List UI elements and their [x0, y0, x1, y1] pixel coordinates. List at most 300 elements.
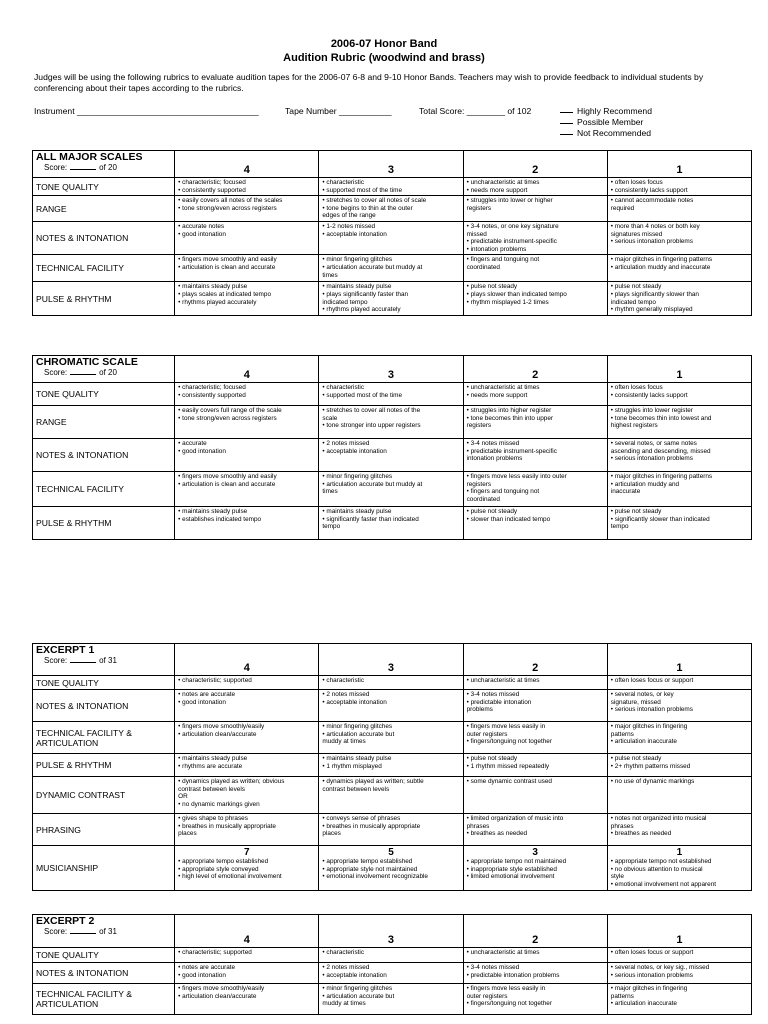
descriptor-line: • characteristic: [322, 949, 365, 956]
rubric-descriptor-cell: [175, 948, 319, 963]
descriptor-line: • needs more support: [466, 186, 528, 194]
instructions-text: Judges will be using the following rubrics to evaluate audition tapes for the 2006-07 6-8 and 9-10 Honor Bands. Teachers may wish to provide feedback to individual students by conferencing about their tapes according to the rubrics.: [34, 72, 704, 93]
descriptor-line: outer registers: [466, 992, 508, 1000]
descriptor-line: • 2+ rhythm patterns missed: [610, 762, 691, 770]
criterion-label: NOTES & INTONATION: [33, 439, 175, 472]
all-major-scales-rubric-table: [32, 150, 752, 316]
descriptor-line: • consistently lacks support: [610, 391, 688, 399]
instrument-field[interactable]: Instrument ______________________________________: [34, 106, 259, 116]
section-heading-cell: [33, 915, 175, 948]
rubric-descriptor-cell: [175, 777, 319, 814]
descriptor-line: style: [610, 873, 624, 881]
page-subtitle: Audition Rubric (woodwind and brass): [283, 52, 485, 64]
descriptor-line: • articulation clean/accurate: [178, 992, 257, 1000]
rubric-header-row: [33, 915, 752, 948]
level-2-header: 2: [463, 151, 607, 178]
descriptor-line: • fingers and tonguing not: [466, 256, 540, 264]
descriptor-line: required: [610, 204, 635, 212]
rubric-descriptor-cell: [463, 196, 607, 222]
descriptor-line: • major glitches in fingering: [610, 723, 688, 730]
descriptor-line: muddy at times: [322, 1000, 366, 1008]
descriptor-line: • emotional involvement recognizable: [322, 873, 428, 881]
section-title: ALL MAJOR SCALES: [36, 151, 143, 163]
section-heading-cell: [33, 644, 175, 676]
criterion-label: PULSE & RHYTHM: [33, 507, 175, 540]
descriptor-line: • 1 rhythm misplayed: [322, 762, 382, 770]
descriptor-line: • maintains steady pulse: [322, 755, 392, 762]
descriptor-line: • uncharacteristic at times: [466, 179, 540, 186]
descriptor-line: registers: [466, 422, 492, 430]
section-title: EXCERPT 2: [36, 915, 95, 927]
rubric-descriptor-cell: [607, 282, 751, 315]
rubric-row: [33, 221, 752, 254]
rubric-header-row: [33, 356, 752, 383]
descriptor-line: • rhythm misplayed 1-2 times: [466, 298, 549, 306]
level-1-header: 1: [607, 915, 751, 948]
criterion-label: NOTES & INTONATION: [33, 221, 175, 254]
descriptor-line: • fingers move smoothly and easily: [178, 256, 277, 264]
descriptor-line: • fingers move less easily in: [466, 723, 546, 730]
descriptor-line: • good intonation: [178, 698, 226, 706]
descriptor-line: • limited emotional involvement: [466, 873, 555, 881]
criterion-label: PULSE & RHYTHM: [33, 754, 175, 777]
rubric-descriptor-cell: [607, 948, 751, 963]
descriptor-line: • fingers/tonguing not together: [466, 1000, 552, 1008]
rubric-descriptor-cell: [319, 507, 463, 540]
descriptor-line: tempo: [322, 523, 341, 531]
rubric-descriptor-cell: [607, 472, 751, 507]
rubric-descriptor-cell: [463, 221, 607, 254]
descriptor-line: • articulation accurate but: [322, 992, 395, 1000]
rubric-descriptor-cell: [175, 178, 319, 196]
descriptor-line: problems: [466, 706, 493, 714]
rubric-descriptor-cell: [319, 846, 463, 891]
musicianship-points: 1: [676, 847, 683, 858]
descriptor-line: • 2 notes missed: [322, 440, 370, 447]
descriptor-line: • plays significantly faster than: [322, 290, 409, 298]
descriptor-line: • tone begins to thin at the outer: [322, 204, 413, 212]
descriptor-line: indicated tempo: [610, 298, 656, 306]
tape-number-field[interactable]: Tape Number ___________: [285, 106, 392, 116]
criterion-label: TONE QUALITY: [33, 676, 175, 690]
descriptor-line: • notes not organized into musical: [610, 815, 707, 822]
rubric-descriptor-cell: [463, 676, 607, 690]
descriptor-line: • often loses focus: [610, 179, 663, 186]
descriptor-line: • tone strong/even across registers: [178, 414, 277, 422]
rubric-descriptor-cell: [175, 690, 319, 722]
excerpt-1-rubric-table: [32, 643, 752, 891]
descriptor-line: OR: [178, 793, 188, 801]
musicianship-points: 7: [243, 847, 250, 858]
rubric-descriptor-cell: [319, 406, 463, 439]
descriptor-line: • appropriate style not maintained: [322, 865, 418, 873]
descriptor-line: • consistently supported: [178, 391, 246, 399]
rubric-descriptor-cell: [175, 221, 319, 254]
musicianship-points: 3: [532, 847, 538, 858]
level-1-header: 1: [607, 644, 751, 676]
rubric-descriptor-cell: [607, 676, 751, 690]
rubric-descriptor-cell: [463, 178, 607, 196]
descriptor-line: • uncharacteristic at times: [466, 949, 540, 956]
rubric-header-row: [33, 644, 752, 676]
descriptor-line: • major glitches in fingering patterns: [610, 473, 713, 480]
descriptor-line: signature, missed: [610, 698, 661, 706]
descriptor-line: • notes are accurate: [178, 691, 236, 698]
rubric-descriptor-cell: [607, 507, 751, 540]
rubric-descriptor-cell: [463, 383, 607, 406]
descriptor-line: • consistently supported: [178, 186, 246, 194]
rubric-descriptor-cell: [607, 814, 751, 846]
rubric-descriptor-cell: [175, 676, 319, 690]
descriptor-line: • easily covers all notes of the scales: [178, 197, 283, 205]
rubric-header-row: [33, 151, 752, 178]
criterion-label: DYNAMIC CONTRAST: [33, 777, 175, 814]
rubric-descriptor-cell: [463, 777, 607, 814]
excerpt-2-rubric-table: [32, 914, 752, 1015]
descriptor-line: edges of the range: [322, 212, 376, 220]
descriptor-line: intonation problems: [466, 455, 523, 463]
rubric-descriptor-cell: [319, 984, 463, 1015]
descriptor-line: • appropriate tempo not maintained: [466, 858, 567, 865]
descriptor-line: • fingers and tonguing not: [466, 488, 540, 496]
descriptor-line: • limited organization of music into: [466, 815, 564, 822]
descriptor-line: • plays slower than indicated tempo: [466, 290, 567, 298]
descriptor-line: • gives shape to phrases: [178, 815, 248, 822]
descriptor-line: • plays significantly slower than: [610, 290, 699, 298]
section-title: CHROMATIC SCALE: [36, 356, 138, 368]
descriptor-line: • articulation is clean and accurate: [178, 263, 276, 271]
criterion-label: TECHNICAL FACILITY & ARTICULATION: [33, 722, 175, 754]
rubric-descriptor-cell: [319, 777, 463, 814]
level-1-header: 1: [607, 356, 751, 383]
rubric-descriptor-cell: [463, 984, 607, 1015]
descriptor-line: • good intonation: [178, 971, 226, 979]
criterion-label: TONE QUALITY: [33, 178, 175, 196]
descriptor-line: • 3-4 notes missed: [466, 691, 520, 698]
level-3-header: 3: [319, 915, 463, 948]
descriptor-line: registers: [466, 480, 492, 488]
rubric-descriptor-cell: [175, 984, 319, 1015]
descriptor-line: • breathes in musically appropriate: [178, 822, 276, 830]
descriptor-line: • tone strong/even across registers: [178, 204, 277, 212]
rubric-descriptor-cell: [175, 722, 319, 754]
descriptor-line: • dynamics played as written; subtle: [322, 778, 424, 785]
level-2-header: 2: [463, 644, 607, 676]
descriptor-line: contrast between levels: [322, 785, 390, 793]
rubric-row: [33, 722, 752, 754]
descriptor-line: • cannot accommodate notes: [610, 197, 694, 205]
descriptor-line: missed: [466, 230, 487, 238]
descriptor-line: • minor fingering glitches: [322, 985, 393, 992]
descriptor-line: • characteristic: [322, 677, 365, 684]
descriptor-line: patterns: [610, 730, 634, 738]
descriptor-line: • pulse not steady: [610, 283, 662, 291]
descriptor-line: • 3-4 notes, or one key signature: [466, 222, 559, 230]
rubric-row: [33, 383, 752, 406]
descriptor-line: • stretches to cover all notes of the: [322, 407, 421, 414]
rubric-descriptor-cell: [175, 754, 319, 777]
rubric-row: [33, 948, 752, 963]
rubric-descriptor-cell: [607, 722, 751, 754]
rubric-descriptor-cell: [463, 963, 607, 984]
rubric-row: [33, 196, 752, 222]
descriptor-line: • significantly slower than indicated: [610, 515, 710, 523]
rubric-descriptor-cell: [607, 984, 751, 1015]
descriptor-line: phrases: [610, 822, 634, 830]
descriptor-line: • often loses focus: [610, 384, 663, 391]
descriptor-line: outer registers: [466, 730, 508, 738]
descriptor-line: • major glitches in fingering patterns: [610, 256, 713, 264]
recommendation-option[interactable]: Possible Member: [560, 117, 652, 128]
rubric-row: [33, 439, 752, 472]
level-1-header: 1: [607, 151, 751, 178]
level-4-header: 4: [175, 151, 319, 178]
descriptor-line: times: [322, 488, 338, 496]
descriptor-line: • good intonation: [178, 230, 226, 238]
descriptor-line: • rhythm generally misplayed: [610, 306, 693, 314]
criterion-label: RANGE: [33, 196, 175, 222]
descriptor-line: indicated tempo: [322, 298, 368, 306]
descriptor-line: • emotional involvement not apparent: [610, 880, 717, 888]
descriptor-line: • supported most of the time: [322, 391, 403, 399]
recommendation-option[interactable]: Highly Recommend: [560, 106, 652, 117]
descriptor-line: places: [322, 830, 341, 838]
rubric-descriptor-cell: [463, 507, 607, 540]
descriptor-line: • needs more support: [466, 391, 528, 399]
rubric-descriptor-cell: [463, 722, 607, 754]
descriptor-line: • conveys sense of phrases: [322, 815, 401, 822]
descriptor-line: • predictable intonation: [466, 698, 532, 706]
rubric-descriptor-cell: [319, 690, 463, 722]
rubric-descriptor-cell: [319, 282, 463, 315]
descriptor-line: • 1 rhythm missed repeatedly: [466, 762, 550, 770]
rubric-descriptor-cell: [319, 814, 463, 846]
rubric-descriptor-cell: [607, 178, 751, 196]
level-3-header: 3: [319, 151, 463, 178]
descriptor-line: • significantly faster than indicated: [322, 515, 419, 523]
descriptor-line: • characteristic; focused: [178, 179, 246, 186]
rubric-descriptor-cell: [607, 196, 751, 222]
descriptor-line: • tone stronger into upper registers: [322, 422, 421, 430]
descriptor-line: • articulation muddy and: [610, 480, 680, 488]
criterion-label: RANGE: [33, 406, 175, 439]
level-4-header: 4: [175, 356, 319, 383]
criterion-label: NOTES & INTONATION: [33, 690, 175, 722]
rubric-descriptor-cell: [319, 963, 463, 984]
rubric-row: [33, 507, 752, 540]
rubric-descriptor-cell: [607, 754, 751, 777]
descriptor-line: • maintains steady pulse: [322, 508, 392, 515]
descriptor-line: • struggles into lower or higher: [466, 197, 553, 205]
descriptor-line: ascending and descending, missed: [610, 447, 711, 455]
section-score[interactable]: Score: of 31: [44, 927, 117, 936]
descriptor-line: • accurate: [178, 440, 207, 447]
descriptor-line: • maintains steady pulse: [178, 283, 248, 291]
descriptor-line: phrases: [466, 822, 490, 830]
criterion-label: PHRASING: [33, 814, 175, 846]
descriptor-line: tempo: [610, 523, 629, 531]
descriptor-line: • establishes indicated tempo: [178, 515, 262, 523]
rubric-descriptor-cell: [175, 963, 319, 984]
descriptor-line: • appropriate tempo not established: [610, 858, 712, 865]
descriptor-line: • maintains steady pulse: [178, 508, 248, 515]
rubric-row: [33, 472, 752, 507]
rubric-descriptor-cell: [319, 754, 463, 777]
descriptor-line: • no use of dynamic markings: [610, 778, 695, 785]
rubric-row: [33, 255, 752, 282]
criterion-label: PULSE & RHYTHM: [33, 282, 175, 315]
rubric-descriptor-cell: [607, 406, 751, 439]
descriptor-line: • uncharacteristic at times: [466, 677, 540, 684]
rubric-descriptor-cell: [175, 255, 319, 282]
level-2-header: 2: [463, 356, 607, 383]
descriptor-line: • minor fingering glitches: [322, 256, 393, 264]
level-4-header: 4: [175, 915, 319, 948]
descriptor-line: • predictable intonation problems: [466, 971, 560, 979]
descriptor-line: • appropriate tempo established: [322, 858, 413, 865]
rubric-descriptor-cell: [463, 948, 607, 963]
descriptor-line: scale: [322, 414, 338, 422]
descriptor-line: • fingers move smoothly/easily: [178, 723, 265, 730]
rubric-descriptor-cell: [319, 676, 463, 690]
descriptor-line: • several notes, or same notes: [610, 440, 697, 447]
rubric-row: [33, 676, 752, 690]
descriptor-line: • articulation inaccurate: [610, 738, 677, 746]
rubric-descriptor-cell: [319, 255, 463, 282]
descriptor-line: • articulation muddy and inaccurate: [610, 263, 711, 271]
rubric-descriptor-cell: [319, 439, 463, 472]
page-title: 2006-07 Honor Band: [330, 38, 438, 50]
descriptor-line: • dynamics played as written; obvious: [178, 778, 285, 785]
descriptor-line: • characteristic; supported: [178, 949, 252, 956]
descriptor-line: • breathes in musically appropriate: [322, 822, 421, 830]
rubric-descriptor-cell: [175, 507, 319, 540]
descriptor-line: • maintains steady pulse: [178, 755, 248, 762]
level-3-header: 3: [319, 644, 463, 676]
descriptor-line: • pulse not steady: [466, 283, 518, 291]
descriptor-line: • uncharacteristic at times: [466, 384, 540, 391]
descriptor-line: • characteristic; supported: [178, 677, 252, 684]
descriptor-line: • acceptable intonation: [322, 230, 387, 238]
descriptor-line: • often loses focus or support: [610, 949, 694, 956]
rubric-row: [33, 814, 752, 846]
section-score[interactable]: Score: of 31: [44, 656, 117, 665]
descriptor-line: • fingers/tonguing not together: [466, 738, 552, 746]
rubric-descriptor-cell: [175, 196, 319, 222]
rubric-descriptor-cell: [463, 472, 607, 507]
descriptor-line: • struggles into higher register: [466, 407, 552, 414]
rubric-row: [33, 406, 752, 439]
rubric-descriptor-cell: [463, 814, 607, 846]
rubric-descriptor-cell: [175, 439, 319, 472]
descriptor-line: places: [178, 830, 197, 838]
descriptor-line: • acceptable intonation: [322, 447, 387, 455]
descriptor-line: • accurate notes: [178, 222, 225, 230]
rubric-row: [33, 963, 752, 984]
descriptor-line: • consistently lacks support: [610, 186, 688, 194]
descriptor-line: • high level of emotional involvement: [178, 873, 282, 881]
rubric-row: [33, 690, 752, 722]
descriptor-line: • tone becomes thin into lowest and: [610, 414, 712, 422]
rubric-row: [33, 282, 752, 315]
total-score-field[interactable]: Total Score: ________ of 102: [419, 106, 532, 116]
section-heading-cell: [33, 356, 175, 383]
rubric-descriptor-cell: [175, 814, 319, 846]
descriptor-line: • rhythms played accurately: [322, 306, 401, 314]
rubric-descriptor-cell: [607, 777, 751, 814]
rubric-row: [33, 846, 752, 891]
descriptor-line: • breathes as needed: [610, 830, 672, 838]
rubric-descriptor-cell: [463, 439, 607, 472]
rubric-descriptor-cell: [607, 690, 751, 722]
descriptor-line: • serious intonation problems: [610, 455, 693, 463]
descriptor-line: • 1-2 notes missed: [322, 222, 376, 230]
rubric-row: [33, 754, 752, 777]
descriptor-line: • serious intonation problems: [610, 706, 693, 714]
descriptor-line: • appropriate tempo established: [178, 858, 269, 865]
criterion-label: NOTES & INTONATION: [33, 963, 175, 984]
chromatic-scale-rubric-table: [32, 355, 752, 540]
section-title: EXCERPT 1: [36, 644, 95, 656]
descriptor-line: • characteristic: [322, 384, 365, 391]
rubric-descriptor-cell: [607, 846, 751, 891]
descriptor-line: • 3-4 notes missed: [466, 440, 520, 447]
rubric-descriptor-cell: [175, 282, 319, 315]
descriptor-line: • articulation inaccurate: [610, 1000, 677, 1008]
descriptor-line: • serious intonation problems: [610, 971, 693, 979]
criterion-label: MUSICIANSHIP: [33, 846, 175, 891]
descriptor-line: muddy at times: [322, 738, 366, 746]
descriptor-line: • no dynamic markings given: [178, 800, 260, 808]
recommendation-option[interactable]: Not Recommended: [560, 128, 652, 139]
descriptor-line: • pulse not steady: [610, 508, 662, 515]
descriptor-line: highest registers: [610, 422, 658, 430]
criterion-label: TONE QUALITY: [33, 383, 175, 406]
descriptor-line: patterns: [610, 992, 634, 1000]
descriptor-line: • fingers move less easily into outer: [466, 473, 567, 480]
section-score[interactable]: Score: of 20: [44, 368, 117, 377]
descriptor-line: • good intonation: [178, 447, 226, 455]
descriptor-line: • major glitches in fingering: [610, 985, 688, 992]
descriptor-line: • breathes as needed: [466, 830, 528, 838]
rubric-descriptor-cell: [319, 472, 463, 507]
descriptor-line: • serious intonation problems: [610, 238, 693, 246]
descriptor-line: • articulation accurate but muddy at: [322, 263, 423, 271]
descriptor-line: registers: [466, 204, 492, 212]
rubric-row: [33, 777, 752, 814]
descriptor-line: coordinated: [466, 495, 500, 503]
recommendation-options: [560, 106, 652, 139]
rubric-descriptor-cell: [463, 846, 607, 891]
criterion-label: TECHNICAL FACILITY & ARTICULATION: [33, 984, 175, 1015]
descriptor-line: • no obvious attention to musical: [610, 865, 703, 873]
rubric-descriptor-cell: [463, 255, 607, 282]
section-score[interactable]: Score: of 20: [44, 163, 117, 172]
criterion-label: TECHNICAL FACILITY: [33, 255, 175, 282]
descriptor-line: • tone becomes thin into upper: [466, 414, 554, 422]
descriptor-line: • 2 notes missed: [322, 964, 370, 971]
musicianship-points: 5: [388, 847, 394, 858]
rubric-descriptor-cell: [607, 221, 751, 254]
descriptor-line: • notes are accurate: [178, 964, 236, 971]
descriptor-line: • some dynamic contrast used: [466, 778, 552, 785]
rubric-row: [33, 178, 752, 196]
descriptor-line: • predictable instrument-specific: [466, 447, 557, 455]
descriptor-line: • easily covers full range of the scale: [178, 407, 282, 414]
section-heading-cell: [33, 151, 175, 178]
descriptor-line: coordinated: [466, 263, 500, 271]
level-3-header: 3: [319, 356, 463, 383]
